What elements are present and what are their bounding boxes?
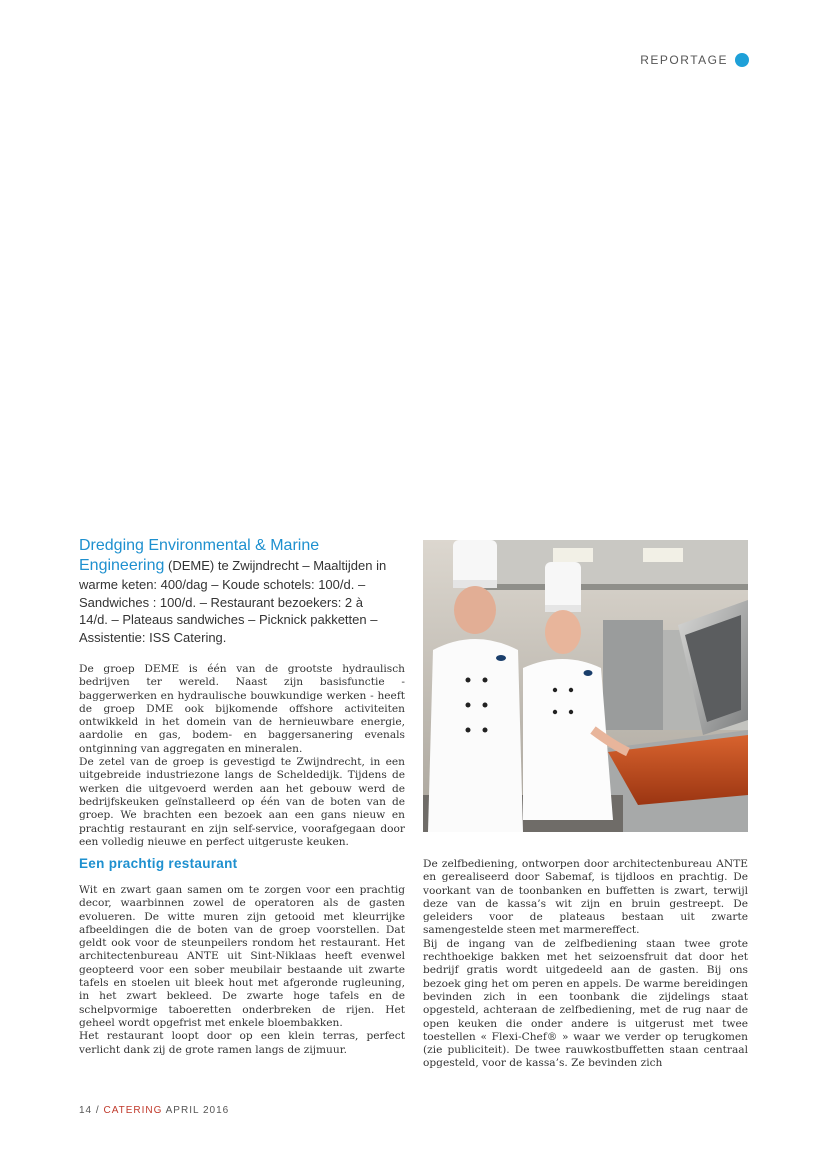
paragraph: De zetel van de groep is gevestigd te Zwijndrecht, in een uitgebreide industriezone langs de Scheldedijk. Tijdens de werken die uitgevoerd werden aan het gebouw werd de bedrijfskeuken geïnstalleerd op één van de boten van de groep. We brachten een bezoek aan een gans nieuw en prachtig restaurant en zijn self-service, voorafgegaan door een volledig nieuwe en perfect uitgeruste keuken. bbox=[79, 756, 405, 848]
article-column-right bbox=[423, 858, 748, 1071]
article-column-left-top bbox=[79, 663, 405, 849]
paragraph: Bij de ingang van de zelfbediening staan twee grote rechthoekige bakken met het seizoensfruit dat door het bedrijf gratis wordt uitgedeeld aan de gasten. Bij ons bezoek ging het om peren en appels. De warme bereidingen bevinden zich in een toonbank die zijdelings staat opgesteld, achteraan de zelfbediening, met de rug naar de open keuken die onder andere is uitgerust met twee toestellen « Flexi-Chef® » waar we verder op terugkomen (zie publiciteit). De twee rauwkostbuffetten staan centraal opgesteld, voor de kassa’s. Ze bevinden zich bbox=[423, 937, 748, 1070]
article-column-left-bottom bbox=[79, 884, 405, 1057]
page-footer bbox=[79, 1105, 229, 1116]
magazine-name: CATERING bbox=[103, 1105, 163, 1116]
page-number: 14 bbox=[79, 1105, 93, 1116]
intro-headline: Dredging Environmental & Marine Engineering bbox=[79, 537, 320, 574]
kitchen-chefs-photo bbox=[423, 540, 748, 832]
section-label bbox=[640, 53, 749, 67]
section-dot-icon bbox=[735, 53, 749, 67]
paragraph: De zelfbediening, ontworpen door architectenbureau ANTE en gerealiseerd door Sabemaf, is tijdloos en prachtig. De voorkant van de toonbanken en buffetten is zwart, terwijl deze van de kassa’s wit zijn en bruin gestreept. De geleiders voor de plateaus bestaan uit zwarte samengestelde steen met marmereffect. bbox=[423, 858, 748, 937]
paragraph: De groep DEME is één van de grootste hydraulisch bedrijven ter wereld. Naast zijn basisfunctie - baggerwerken en hydraulische bouwkundige werken - heeft de groep DME ook bijkomende offshore activiteiten ontwikkeld in het domein van de hernieuwbare energie, aardolie en gas, bodem- en baggersanering evenals ontginning van aggregaten en mineralen. bbox=[79, 663, 405, 755]
intro-block bbox=[79, 536, 395, 646]
paragraph: Het restaurant loopt door op een klein terras, perfect verlicht dank zij de grote ramen langs de zijmuur. bbox=[79, 1030, 405, 1056]
section-label-text: REPORTAGE bbox=[640, 53, 728, 67]
section-subheading: Een prachtig restaurant bbox=[79, 856, 238, 871]
intro-details: (DEME) te Zwijndrecht – Maaltijden in warme keten: 400/dag – Koude schotels: 100/d. – Sandwiches : 100/d. – Restaurant bezoekers: 2 à 14/d. – Plateaus sandwiches – Picknick pakketten – Assistentie: ISS Catering. bbox=[79, 558, 387, 645]
photo-illustration bbox=[423, 540, 748, 832]
paragraph: Wit en zwart gaan samen om te zorgen voor een prachtig decor, waarbinnen zowel de operatoren als de gasten evolueren. De witte muren zijn getooid met kleurrijke afbeeldingen die de boten van de groep voorstellen. Dat geldt ook voor de steunpeilers rondom het restaurant. Het architectenbureau ANTE uit Sint-Niklaas heeft evenwel geopteerd voor een sober meubilair bestaande uit zwarte tafels en stoelen uit bleek hout met afgeronde rugleuning, in het zwart bekleed. De zwarte hoge tafels en de schelpvormige taboeretten onderbreken de rijen. Het geheel wordt opgefrist met enkele bloembakken. bbox=[79, 884, 405, 1029]
issue-date: APRIL 2016 bbox=[162, 1105, 230, 1116]
footer-separator: / bbox=[92, 1105, 104, 1116]
